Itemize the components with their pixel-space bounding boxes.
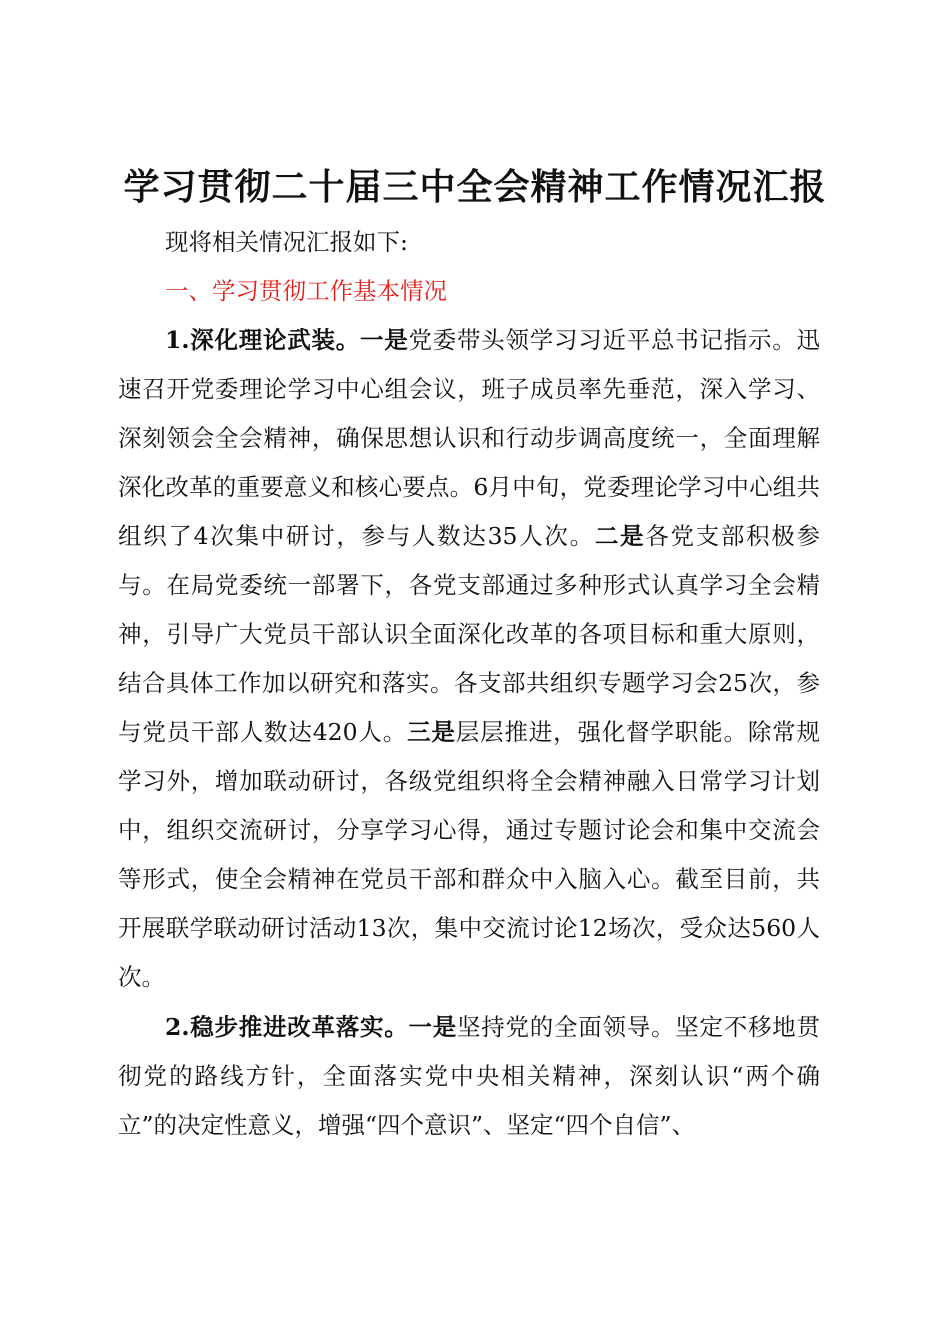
document-title: 学习贯彻二十届三中全会精神工作情况汇报 <box>123 166 827 208</box>
item-text-third: 层层推进，强化督学职能。除常规学习外，增加联动研讨，各级党组织将全会精神融入日常学习计划中，组织交流研讨，分享学习心得，通过专题讨论会和集中交流会等形式，使全会精神在党员干部和群众中入脑入心。截至目前，共开展联学联动研讨活动13次，集中交流讨论12场次，受众达560人次。 <box>118 718 821 991</box>
item-label-first: 一是 <box>408 1013 458 1041</box>
document-body <box>118 218 820 1150</box>
item-label-third: 三是 <box>407 718 456 746</box>
item-text-second: 各党支部积极参与。在局党委统一部署下，各党支部通过多种形式认真学习全会精神，引导广大党员干部认识全面深化改革的各项目标和重大原则，结合具体工作加以研究和落实。各支部共组织专题学习会25次，参与党员干部人数达420人。 <box>118 522 821 746</box>
item-label-first: 一是 <box>360 326 409 354</box>
paragraph-theory-arming <box>118 316 820 1002</box>
item-text-first: 党委带头领学习习近平总书记指示。迅速召开党委理论学习中心组会议，班子成员率先垂范，深入学习、深刻领会全会精神，确保思想认识和行动步调高度统一，全面理解深化改革的重要意义和核心要点。6月中旬，党委理论学习中心组共组织了4次集中研讨，参与人数达35人次。 <box>118 326 821 550</box>
section-heading: 一、学习贯彻工作基本情况 <box>165 277 447 305</box>
item-text-first: 坚持党的全面领导。坚定不移地贯彻党的路线方针，全面落实党中央相关精神，深刻认识“两个确立”的决定性意义，增强“四个意识”、坚定“四个自信”、 <box>118 1013 820 1139</box>
intro-paragraph: 现将相关情况汇报如下: <box>165 228 408 256</box>
item-label-second: 二是 <box>594 522 646 550</box>
paragraph-lead: 1.深化理论武装。 <box>165 326 361 354</box>
paragraph-lead: 2.稳步推进改革落实。 <box>165 1013 409 1041</box>
paragraph-reform-implementation <box>118 1003 820 1150</box>
